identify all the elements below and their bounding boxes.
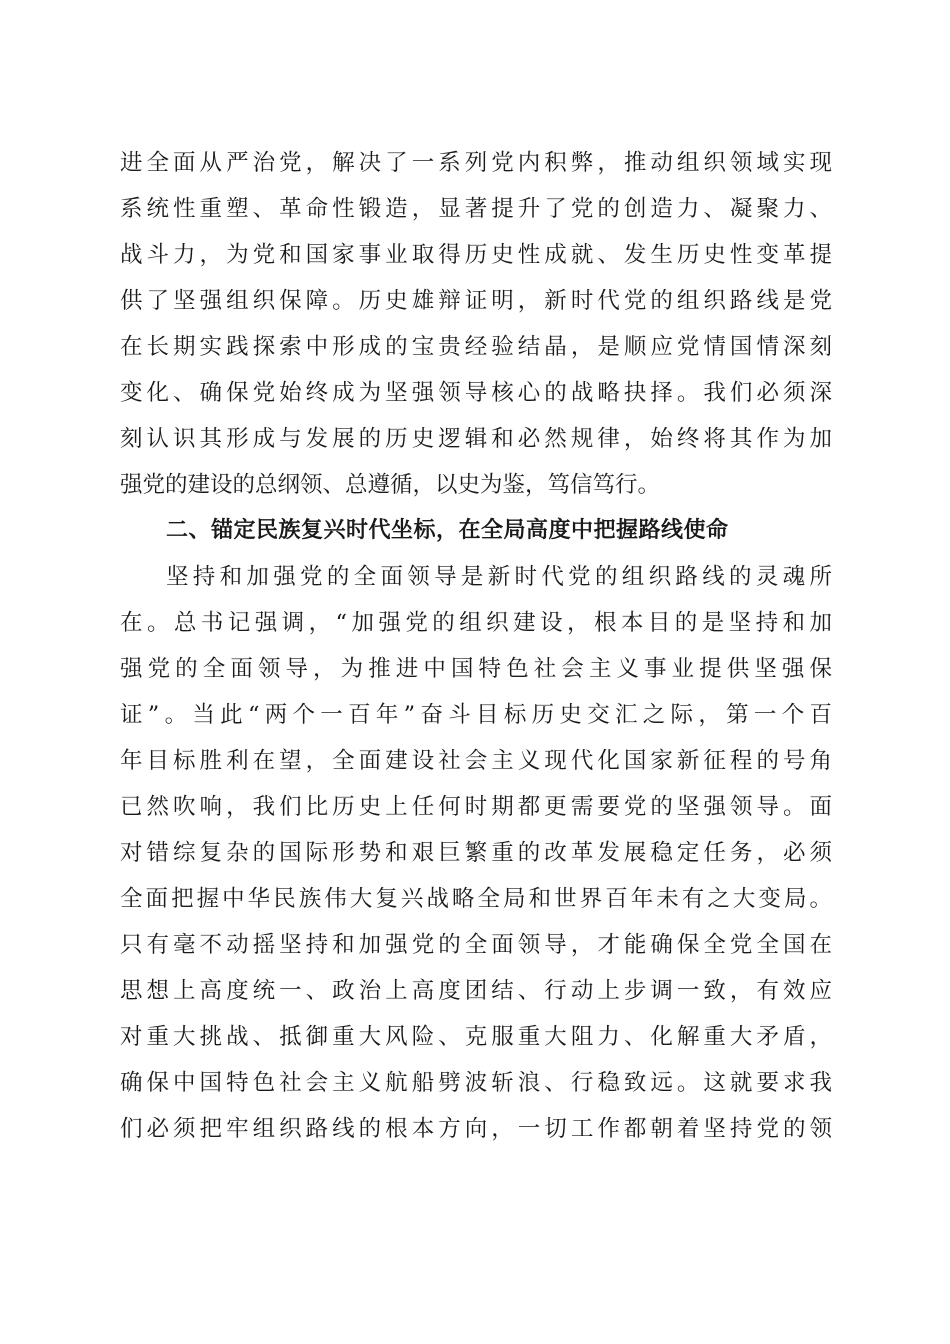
- paragraph-line: 确保中国特色社会主义航船劈波斩浪、行稳致远。这就要求我: [120, 1070, 832, 1096]
- paragraph-line: 强党的全面领导，为推进中国特色社会主义事业提供坚强保: [120, 656, 832, 682]
- paragraph-line: 在长期实践探索中形成的宝贵经验结晶，是顺应党情国情深刻: [120, 334, 832, 360]
- paragraph-line: 变化、确保党始终成为坚强领导核心的战略抉择。我们必须深: [120, 380, 832, 406]
- paragraph-line: 在。总书记强调，“加强党的组织建设，根本目的是坚持和加: [120, 610, 832, 636]
- paragraph-line-first: 坚持和加强党的全面领导是新时代党的组织路线的灵魂所: [166, 564, 832, 590]
- document-body: [120, 140, 832, 1152]
- paragraph-line: 全面把握中华民族伟大复兴战略全局和世界百年未有之大变局。: [120, 886, 832, 912]
- paragraph-line: 思想上高度统一、政治上高度团结、行动上步调一致，有效应: [120, 978, 832, 1004]
- paragraph-line: 系统性重塑、革命性锻造，显著提升了党的创造力、凝聚力、: [120, 196, 832, 222]
- paragraph-line: 只有毫不动摇坚持和加强党的全面领导，才能确保全党全国在: [120, 932, 832, 958]
- paragraph-line: 对重大挑战、抵御重大风险、克服重大阻力、化解重大矛盾，: [120, 1024, 832, 1050]
- section-heading: 二、锚定民族复兴时代坐标，在全局高度中把握路线使命: [166, 518, 729, 543]
- paragraph-line: 战斗力，为党和国家事业取得历史性成就、发生历史性变革提: [120, 242, 832, 268]
- paragraph-line: 已然吹响，我们比历史上任何时期都更需要党的坚强领导。面: [120, 794, 832, 820]
- paragraph-line: 刻认识其形成与发展的历史逻辑和必然规律，始终将其作为加: [120, 426, 832, 452]
- paragraph-line: 证”。当此“两个一百年”奋斗目标历史交汇之际，第一个百: [120, 702, 832, 728]
- paragraph-line: 进全面从严治党，解决了一系列党内积弊，推动组织领域实现: [120, 150, 832, 176]
- paragraph-line: 供了坚强组织保障。历史雄辩证明，新时代党的组织路线是党: [120, 288, 832, 314]
- paragraph-line-last: 强党的建设的总纲领、总遵循，以史为鉴，笃信笃行。: [120, 472, 661, 498]
- paragraph-line: 对错综复杂的国际形势和艰巨繁重的改革发展稳定任务，必须: [120, 840, 832, 866]
- paragraph-line: 年目标胜利在望，全面建设社会主义现代化国家新征程的号角: [120, 748, 832, 774]
- paragraph-line: 们必须把牢组织路线的根本方向，一切工作都朝着坚持党的领: [120, 1116, 832, 1142]
